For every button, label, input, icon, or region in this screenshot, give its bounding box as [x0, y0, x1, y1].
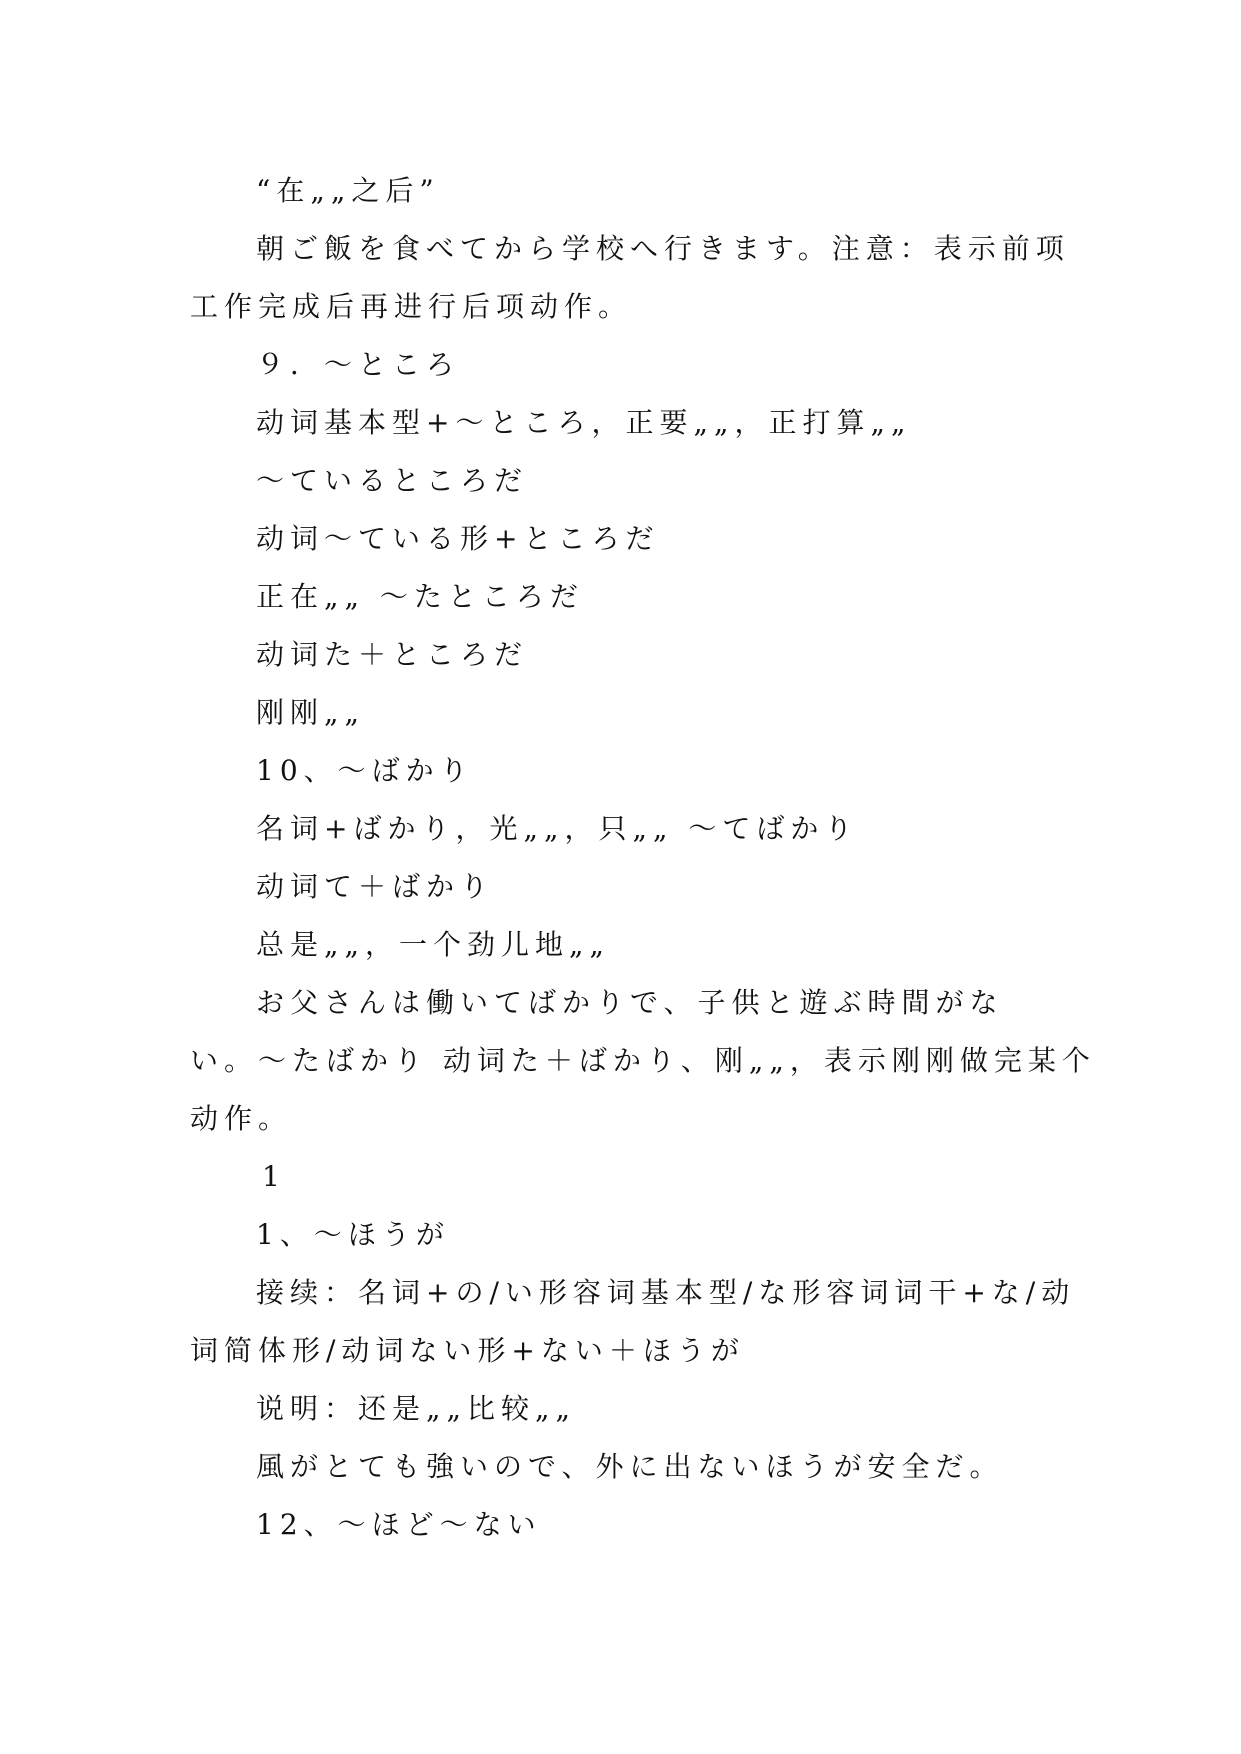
text-line: 动作。 [190, 1102, 293, 1135]
text-line: 动词基本型+～ところ，正要„„，正打算„„ [256, 406, 912, 439]
text-line: 工作完成后再进行后项动作。 [190, 290, 633, 323]
document-body [190, 162, 1096, 1554]
text-line: 接续：名词+の/い形容词基本型/な形容词词干+な/动 [256, 1276, 1076, 1309]
section-heading: 10、～ばかり [256, 754, 474, 787]
section-heading: ９．～ところ [256, 348, 461, 381]
text-line: 说明：还是„„比较„„ [256, 1392, 577, 1425]
text-line: ～ているところだ [256, 464, 529, 497]
text-line: 朝ご飯を食べてから学校へ行きます。注意：表示前项 [256, 232, 1070, 265]
text-line: お父さんは働いてばかりで、子供と遊ぶ時間がな [256, 986, 1004, 1019]
text-line: 風がとても強いので、外に出ないほうが安全だ。 [256, 1450, 1004, 1483]
text-line: 正在„„ ～たところだ [256, 580, 584, 613]
text-line: 动词て＋ばかり [256, 870, 495, 903]
text-line: 刚刚„„ [256, 696, 366, 729]
text-line: 总是„„，一个劲儿地„„ [256, 928, 611, 961]
section-heading: 12、～ほど～ない [256, 1508, 542, 1541]
section-heading: 1、～ほうが [256, 1218, 450, 1251]
text-line: 动词た＋ところだ [256, 638, 529, 671]
page-number: 1 [262, 1160, 286, 1193]
text-line: い。～たばかり 动词た＋ばかり、刚„„，表示刚刚做完某个 [190, 1044, 1096, 1077]
text-line: 词简体形/动词ない形+ない＋ほうが [190, 1334, 745, 1367]
text-line: 名词+ばかり，光„„，只„„ ～てばかり [256, 812, 859, 845]
text-line: 动词～ている形+ところだ [256, 522, 660, 555]
text-line: “在„„之后” [256, 174, 440, 207]
